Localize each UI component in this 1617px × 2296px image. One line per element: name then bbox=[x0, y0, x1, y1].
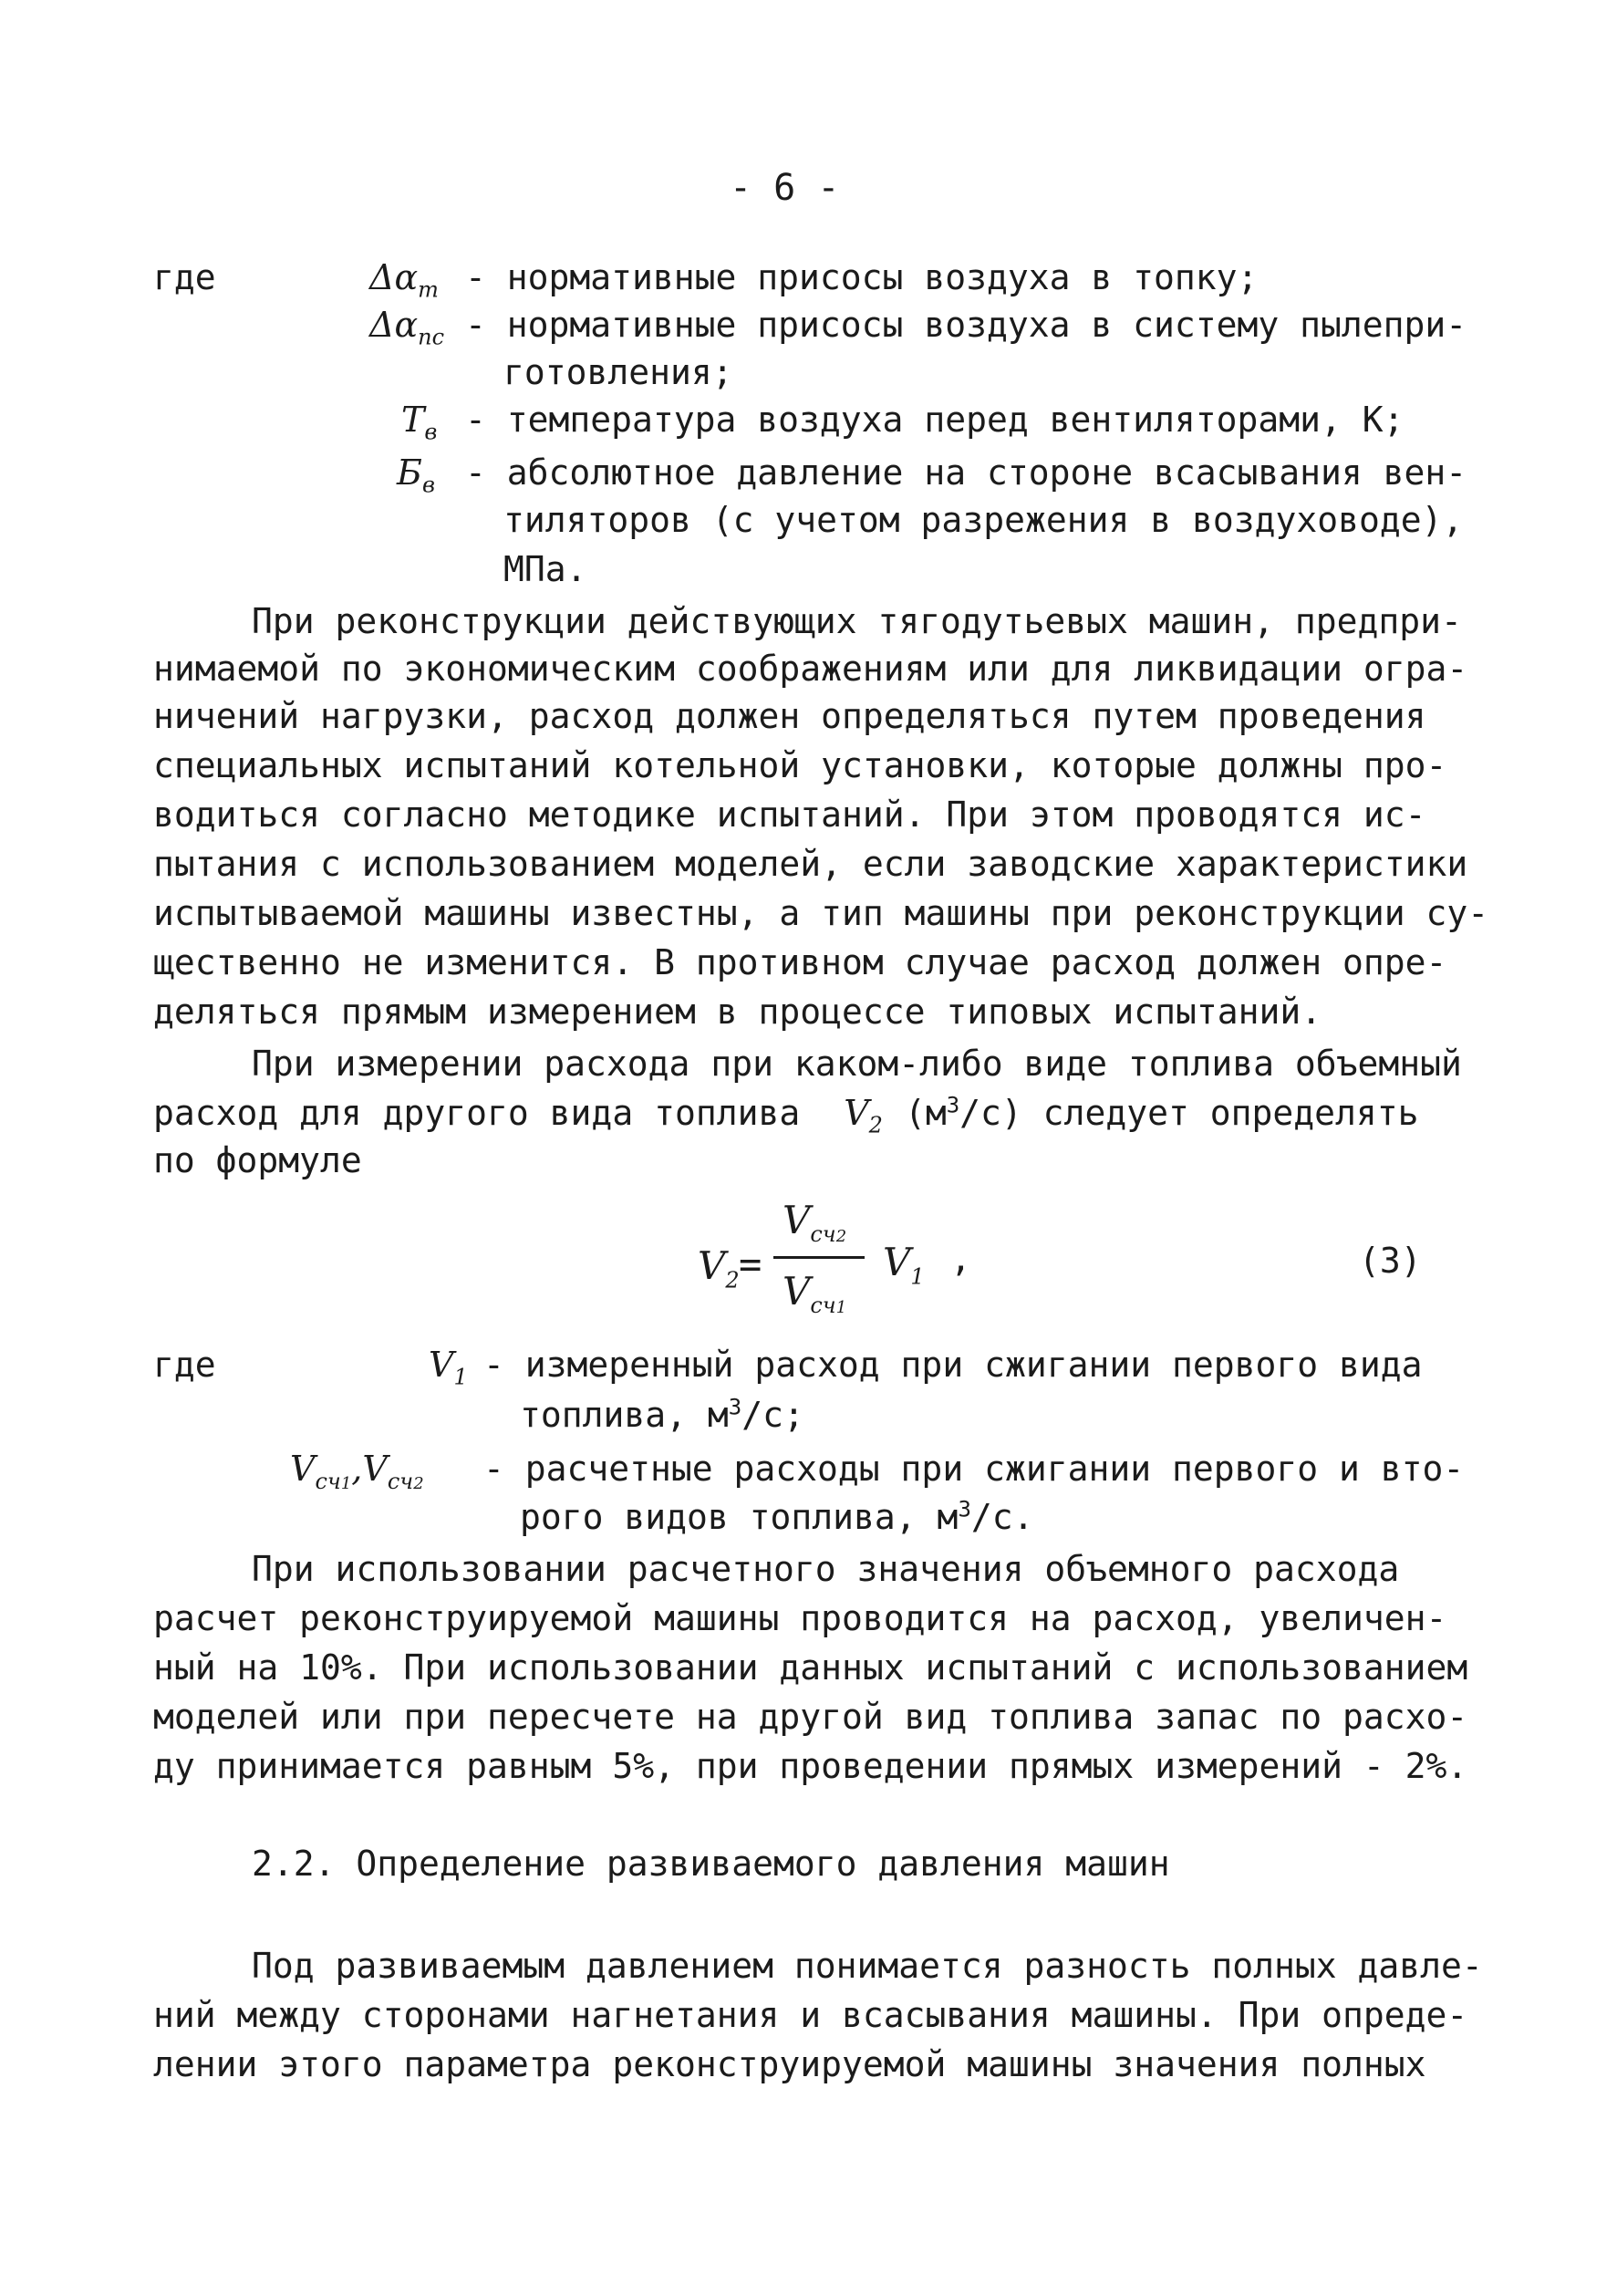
paragraph-line: нимаемой по экономическим соображениям или для ликвидации огра- bbox=[153, 649, 1468, 689]
variable-v2: $V_2$ bbox=[844, 1093, 883, 1138]
where-label: где bbox=[153, 257, 216, 297]
where-label: где bbox=[153, 1345, 216, 1385]
paragraph-line: ный на 10%. При использовании данных испытаний с использованием bbox=[153, 1647, 1468, 1688]
paragraph-line: щественно не изменится. В противном случае расход должен опре- bbox=[153, 942, 1447, 982]
paragraph-line: расход для другого вида топлива $V_2$ $(м^3/с)$ следует определять bbox=[153, 1092, 1419, 1138]
paragraph-line: лении этого параметра реконструируемой машины значения полных bbox=[153, 2044, 1426, 2084]
definition-line: - нормативные присосы воздуха в топку; bbox=[465, 257, 1259, 297]
paragraph-line: моделей или при пересчете на другой вид топлива запас по расхо- bbox=[153, 1697, 1468, 1737]
formula-equals: = bbox=[739, 1242, 762, 1286]
formula-denominator: $V_{сч1}$ bbox=[783, 1269, 847, 1319]
paragraph-line: ду принимается равным 5%, при проведении прямых измерений - 2%. bbox=[153, 1746, 1468, 1786]
symbol-delta-alpha-t: $\Delta\alpha_т$ bbox=[369, 257, 439, 303]
paragraph-line: При измерении расхода при каком-либо виде топлива объемный bbox=[252, 1044, 1462, 1084]
paragraph-line: специальных испытаний котельной установки, которые должны про- bbox=[153, 745, 1447, 785]
definition-line: - измеренный расход при сжигании первого вида bbox=[483, 1345, 1423, 1385]
definition-line: готовления; bbox=[503, 352, 733, 392]
paragraph-line: При реконструкции действующих тягодутьевых машин, предпри- bbox=[252, 601, 1462, 641]
definition-line: - температура воздуха перед вентиляторами, К; bbox=[465, 400, 1405, 440]
paragraph-line: расчет реконструируемой машины проводится на расход, увеличен- bbox=[153, 1598, 1447, 1638]
paragraph-line: ний между сторонами нагнетания и всасывания машины. При опреде- bbox=[153, 1995, 1468, 2035]
paragraph-line: Под развиваемым давлением понимается разность полных давле- bbox=[252, 1946, 1483, 1986]
symbol-v1: $V_1$ bbox=[429, 1345, 468, 1390]
paragraph-line: водиться согласно методике испытаний. При этом проводятся ис- bbox=[153, 795, 1426, 835]
definition-line: - абсолютное давление на стороне всасывания вен- bbox=[465, 452, 1467, 493]
symbol-delta-alpha-ps: $\Delta\alpha_{пс}$ bbox=[369, 305, 445, 350]
definition-line: - расчетные расходы при сжигании первого и вто- bbox=[483, 1449, 1465, 1489]
paragraph-line: пытания с использованием моделей, если заводские характеристики bbox=[153, 844, 1468, 884]
symbol-t-v: $Т_в$ bbox=[401, 400, 438, 445]
paragraph-line: При использовании расчетного значения объемного расхода bbox=[252, 1549, 1400, 1589]
definition-line: топлива, $м^3/с$; bbox=[520, 1394, 804, 1435]
symbol-vsch1-vsch2: $V_{сч1},V_{сч2}$ bbox=[290, 1449, 424, 1494]
fraction-bar bbox=[773, 1256, 865, 1259]
symbol-b-v: $Б_в$ bbox=[397, 452, 435, 498]
formula-numerator: $V_{сч2}$ bbox=[783, 1198, 847, 1248]
page-number: - 6 - bbox=[730, 167, 840, 209]
definition-line: тиляторов (с учетом разрежения в воздуховоде), bbox=[503, 500, 1464, 540]
paragraph-line: испытываемой машины известны, а тип машины при реконструкции су- bbox=[153, 893, 1489, 933]
paragraph-line: ничений нагрузки, расход должен определяться путем проведения bbox=[153, 696, 1426, 736]
definition-line: - нормативные присосы воздуха в систему пылепри- bbox=[465, 305, 1467, 345]
definition-line: рого видов топлива, $м^3/с$. bbox=[520, 1496, 1034, 1537]
formula-number: (3) bbox=[1359, 1241, 1422, 1281]
paragraph-line: по формуле bbox=[153, 1140, 362, 1180]
formula-lhs: $V_2$ bbox=[698, 1243, 740, 1293]
paragraph-line: деляться прямым измерением в процессе типовых испытаний. bbox=[153, 992, 1322, 1032]
section-heading: 2.2. Определение развиваемого давления машин bbox=[252, 1844, 1170, 1884]
formula-multiplier: $V_1$ bbox=[883, 1240, 925, 1290]
formula-comma: , bbox=[950, 1239, 971, 1279]
definition-line: МПа. bbox=[503, 549, 587, 589]
